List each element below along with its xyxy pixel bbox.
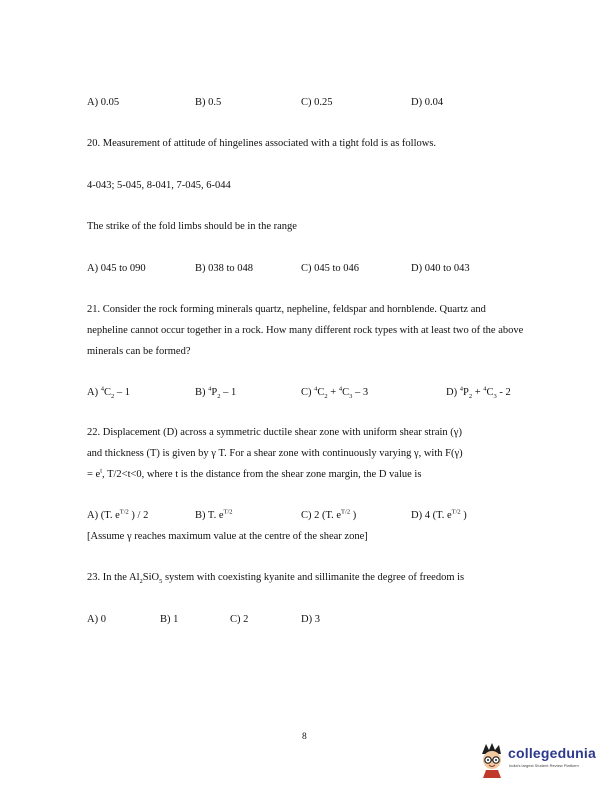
q20-data: 4-043; 5-045, 8-041, 7-045, 6-044 bbox=[87, 180, 231, 191]
q23-option-a: A) 0 bbox=[87, 614, 106, 625]
q21-option-c: C) $^4C_2 + ^4C_3 - 3$ bbox=[301, 385, 369, 401]
q20-option-a: A) 045 to 090 bbox=[87, 263, 146, 274]
collegedunia-logo bbox=[478, 742, 608, 782]
q22-option-c: C) 2 (T. $e^{T/2}$ ) bbox=[301, 508, 357, 521]
page-number: 8 bbox=[302, 732, 307, 742]
q20-option-c: C) 045 to 046 bbox=[301, 263, 360, 274]
q22-line-2: and thickness (T) is given by γ T. For a shear zone with continuously varying γ, with F(γ) bbox=[87, 448, 463, 459]
q20-question: 20. Measurement of attitude of hingelines associated with a tight fold is as follows. bbox=[87, 138, 437, 149]
q21-option-a: A) $^4C_2 - 1$ bbox=[87, 385, 130, 401]
q22-line-1: 22. Displacement (D) across a symmetric ductile shear zone with uniform shear strain (γ) bbox=[87, 427, 462, 438]
brand-tagline: India's largest Student Review Platform bbox=[509, 763, 579, 768]
q19-option-c: C) 0.25 bbox=[301, 97, 333, 108]
q22-option-d: D) 4 (T. $e^{T/2}$ ) bbox=[411, 508, 467, 521]
q22-line-3: = $e^t$, T/2<t<0, where t is the distance from the shear zone margin, the D value is bbox=[87, 467, 422, 480]
q19-option-a: A) 0.05 bbox=[87, 97, 120, 108]
q23-option-d: D) 3 bbox=[301, 614, 320, 625]
q19-option-b: B) 0.5 bbox=[195, 97, 222, 108]
brand-name: collegedunia bbox=[508, 745, 596, 761]
q21-option-b: B) $^4P_2 - 1$ bbox=[195, 385, 237, 401]
q22-note: [Assume γ reaches maximum value at the centre of the shear zone] bbox=[87, 531, 368, 542]
q21-option-d: D) $^4P_2 + ^4C_3 - 2$ bbox=[446, 385, 511, 401]
q22-option-b: B) T. $e^{T/2}$ bbox=[195, 508, 233, 521]
q22-option-a: A) (T. $e^{T/2}$ ) / 2 bbox=[87, 508, 149, 521]
q23-option-c: C) 2 bbox=[230, 614, 249, 625]
q20-option-d: D) 040 to 043 bbox=[411, 263, 470, 274]
q23-question: 23. In the $Al_2SiO_5$ system with coexisting kyanite and sillimanite the degree of freedom is bbox=[87, 572, 465, 586]
q20-prompt: The strike of the fold limbs should be in the range bbox=[87, 221, 297, 232]
q23-option-b: B) 1 bbox=[160, 614, 179, 625]
mascot-icon bbox=[478, 742, 506, 778]
q20-option-b: B) 038 to 048 bbox=[195, 263, 254, 274]
q19-option-d: D) 0.04 bbox=[411, 97, 444, 108]
q21-question: 21. Consider the rock forming minerals quartz, nepheline, feldspar and hornblende. Quartz and nepheline cannot occur together in a rock. How many different rock types with at least two of the above minerals can be formed? bbox=[87, 304, 524, 357]
